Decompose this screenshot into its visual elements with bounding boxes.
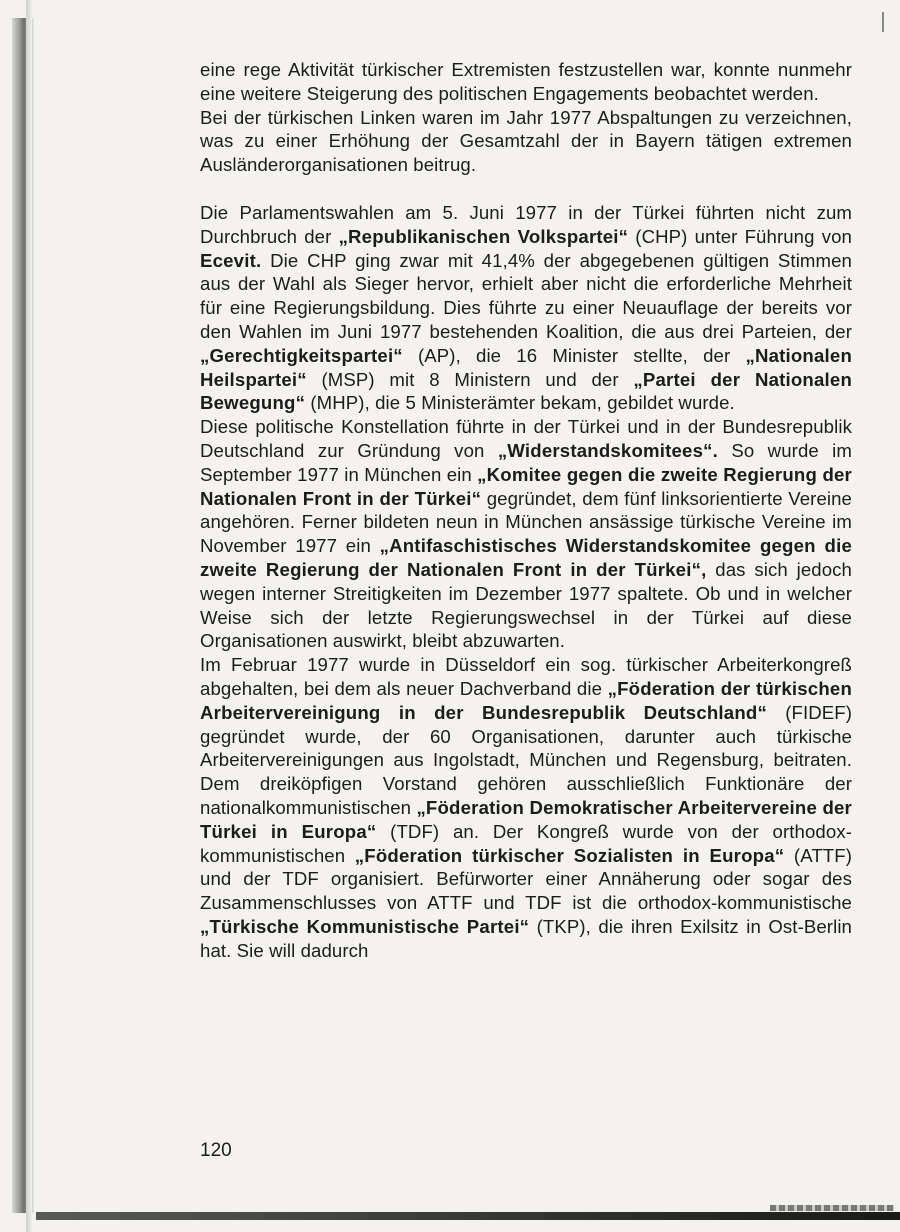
text-run: (TDF) an. Der Kongreß wurde von der orthodox-kommunistischen	[200, 820, 853, 866]
paragraph	[200, 201, 852, 415]
text-run: Die CHP ging zwar mit 41,4% der abgegebenen gültigen Stimmen aus der Wahl als Sieger hervor, erhielt aber nicht die erforderliche Mehrheit für eine Regierungsbildung. Dies führte zu einer Neuauflage der bereits vor den Wahlen im Juni 1977 bestehenden Koalition, die aus drei Parteien, der	[200, 249, 852, 342]
scan-bottom-edge	[36, 1212, 900, 1220]
text-run: (ATTF) und der TDF organisiert. Befürworter einer Annäherung oder sogar des Zusammenschlusses von ATTF und TDF ist die orthodox-kommunistische	[200, 844, 852, 914]
paragraph	[200, 106, 852, 177]
bold-term: „Antifaschistisches Widerstandskomitee gegen die zweite Regierung der Nationalen Front in der Türkei“,	[200, 535, 852, 580]
bold-term: „Republikanischen Volkspartei“	[338, 225, 629, 247]
bold-term: „Föderation der türkischen Arbeitervereinigung in der Bundesrepublik Deutschland“	[200, 677, 852, 723]
scan-mark	[882, 12, 884, 32]
binding-edge	[26, 0, 32, 1232]
text-run: Im Februar 1977 wurde in Düsseldorf ein sog. türkischer Arbeiterkongreß abgehalten, bei dem als neuer Dachverband die	[200, 654, 852, 699]
page-number: 120	[200, 1140, 232, 1161]
bold-term: „Widerstandskomitees“.	[497, 439, 719, 461]
text-run: Die Parlamentswahlen am 5. Juni 1977 in der Türkei führten nicht zum Durchbruch der	[200, 201, 852, 247]
text-run: gegründet, dem fünf linksorientierte Vereine angehören. Ferner bildeten neun in München ansässige türkische Vereine im November 1977 ein	[200, 487, 852, 557]
bold-term: „Türkische Kommunistische Partei“	[200, 915, 530, 937]
bold-term: „Föderation Demokratischer Arbeitervereine der Türkei in Europa“	[200, 796, 852, 842]
bold-term: „Gerechtigkeitspartei“	[200, 344, 403, 366]
bold-term: „Nationalen Heilspartei“	[200, 344, 852, 390]
page-body-text	[200, 58, 852, 962]
text-run: (AP), die 16 Minister stellte, der	[402, 344, 746, 366]
text-run: (MSP) mit 8 Ministern und der	[306, 368, 634, 390]
text-run: Diese politische Konstellation führte in der Türkei und in der Bundesrepublik Deutschland zur Gründung von	[200, 416, 852, 461]
bold-term: Ecevit.	[200, 249, 262, 271]
text-run: Bei der türkischen Linken waren im Jahr 1977 Abspaltungen zu verzeichnen, was zu einer Erhöhung der Gesamtzahl der in Bayern tätigen extremen Ausländerorganisationen beitrug.	[200, 106, 852, 176]
bold-term: „Komitee gegen die zweite Regierung der Nationalen Front in der Türkei“	[200, 463, 852, 509]
bold-term: „Föderation türkischer Sozialisten in Europa“	[354, 844, 785, 866]
text-run: So wurde im September 1977 in München ein	[200, 439, 852, 485]
text-run: (FIDEF) gegründet wurde, der 60 Organisationen, darunter auch türkische Arbeitervereinigungen aus Ingolstadt, München und Regensburg, beitraten. Dem dreiköpfigen Vorstand gehören ausschließlich Funktionäre der nationalkommunistischen	[200, 701, 853, 818]
paragraph	[200, 415, 852, 653]
text-run: eine rege Aktivität türkischer Extremisten festzustellen war, konnte nunmehr eine weitere Steigerung des politischen Engagements beobachtet werden.	[200, 59, 852, 104]
text-run: (CHP) unter Führung von	[628, 225, 852, 247]
text-run: (TKP), die ihren Exilsitz in Ost-Berlin hat. Sie will dadurch	[200, 915, 853, 961]
scan-artifact	[770, 1205, 894, 1211]
text-run: das sich jedoch wegen interner Streitigkeiten im Dezember 1977 spaltete. Ob und in welcher Weise sich der letzte Regierungswechsel in der Türkei auf diese Organisationen auswirkt, bleibt abzuwarten.	[200, 558, 852, 652]
text-run: (MHP), die 5 Ministerämter bekam, gebildet wurde.	[305, 392, 735, 414]
paragraph	[200, 653, 852, 962]
paragraph	[200, 58, 852, 106]
bold-term: „Partei der Nationalen Bewegung“	[200, 368, 852, 414]
